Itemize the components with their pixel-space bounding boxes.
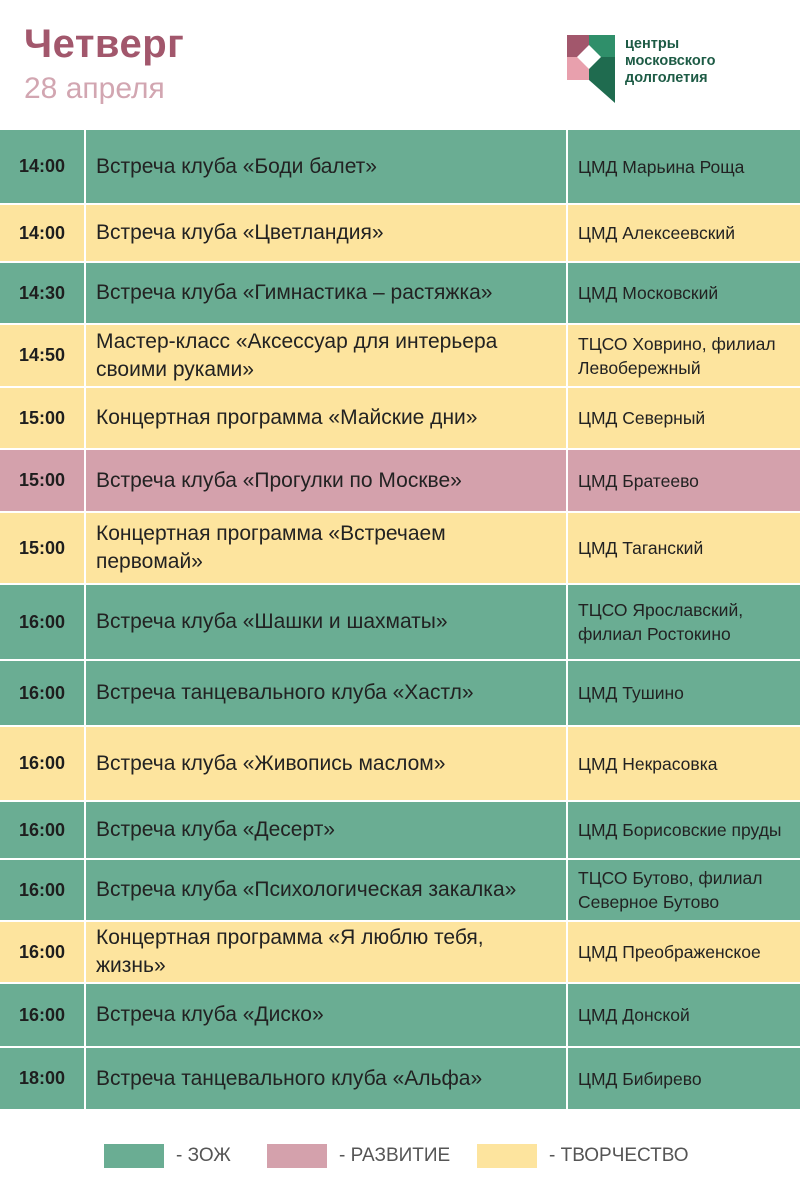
event-cell: Встреча клуба «Боди балет»: [86, 130, 568, 203]
table-row: [0, 1048, 800, 1111]
legend-label: - ТВОРЧЕСТВО: [549, 1145, 689, 1166]
time-cell: 16:00: [0, 585, 86, 659]
place-cell: ЦМД Тушино: [578, 683, 684, 703]
table-row: [0, 325, 800, 388]
event-cell: Мастер-класс «Аксессуар для интерьера своими руками»: [86, 325, 568, 386]
logo-text: [625, 36, 715, 87]
schedule-table: [0, 130, 800, 1111]
table-row: [0, 727, 800, 802]
logo-line-1: центры: [625, 36, 680, 52]
time-cell: 15:00: [0, 513, 86, 583]
place-cell: ЦМД Северный: [578, 408, 706, 428]
event-cell: Концертная программа «Я люблю тебя, жизнь»: [86, 922, 568, 982]
time-cell: 15:00: [0, 450, 86, 511]
legend-label: - РАЗВИТИЕ: [339, 1145, 451, 1166]
logo-line-3: долголетия: [625, 70, 708, 86]
legend-swatch: [267, 1144, 327, 1168]
time-cell: 14:00: [0, 130, 86, 203]
event-cell: Концертная программа «Майские дни»: [86, 388, 568, 448]
legend-item-razvitie: [267, 1143, 450, 1169]
place-cell: ЦМД Некрасовка: [578, 753, 718, 774]
legend-swatch: [477, 1144, 537, 1168]
time-cell: 14:30: [0, 263, 86, 323]
event-cell: Встреча клуба «Цветландия»: [86, 205, 568, 261]
table-row: [0, 984, 800, 1048]
time-cell: 15:00: [0, 388, 86, 448]
place-cell: ЦМД Донской: [578, 1005, 690, 1025]
table-row: [0, 585, 800, 661]
place-cell: ЦМД Преображенское: [578, 942, 761, 962]
table-row: [0, 860, 800, 922]
event-cell: Встреча клуба «Живопись маслом»: [86, 727, 568, 800]
logo-mark-icon: [567, 35, 615, 103]
event-cell: Встреча танцевального клуба «Хастл»: [86, 661, 568, 725]
time-cell: 16:00: [0, 802, 86, 858]
logo-line-2: московского: [625, 53, 716, 69]
date-subtitle: 28 апреля: [24, 72, 165, 105]
legend-item-tvorchestvo: [477, 1143, 689, 1169]
table-row: [0, 130, 800, 205]
event-cell: Встреча клуба «Шашки и шахматы»: [86, 585, 568, 659]
day-title: Четверг: [24, 22, 185, 66]
time-cell: 16:00: [0, 727, 86, 800]
place-cell: ЦМД Братеево: [578, 470, 699, 491]
time-cell: 16:00: [0, 922, 86, 982]
event-cell: Встреча клуба «Диско»: [86, 984, 568, 1046]
place-cell: ЦМД Московский: [578, 283, 719, 303]
event-cell: Встреча клуба «Гимнастика – растяжка»: [86, 263, 568, 323]
legend-item-zoj: [104, 1143, 231, 1169]
time-cell: 16:00: [0, 984, 86, 1046]
table-row: [0, 922, 800, 984]
time-cell: 16:00: [0, 860, 86, 920]
legend-label: - ЗОЖ: [176, 1145, 231, 1166]
legend-swatch: [104, 1144, 164, 1168]
place-cell: ЦМД Алексеевский: [578, 223, 735, 243]
event-cell: Встреча клуба «Десерт»: [86, 802, 568, 858]
event-cell: Встреча танцевального клуба «Альфа»: [86, 1048, 568, 1109]
place-cell: ТЦСО Бутово, филиал Северное Бутово: [578, 868, 763, 912]
table-row: [0, 802, 800, 860]
place-cell: ЦМД Таганский: [578, 538, 704, 558]
table-row: [0, 388, 800, 450]
table-row: [0, 263, 800, 325]
place-cell: ТЦСО Ярославский, филиал Ростокино: [578, 600, 744, 644]
place-cell: ЦМД Марьина Роща: [578, 156, 745, 177]
event-cell: Концертная программа «Встречаем первомай»: [86, 513, 568, 583]
place-cell: ЦМД Борисовские пруды: [578, 820, 782, 840]
logo: [567, 35, 797, 105]
time-cell: 18:00: [0, 1048, 86, 1109]
table-row: [0, 513, 800, 585]
time-cell: 14:00: [0, 205, 86, 261]
time-cell: 16:00: [0, 661, 86, 725]
table-row: [0, 661, 800, 727]
event-cell: Встреча клуба «Прогулки по Москве»: [86, 450, 568, 511]
table-row: [0, 450, 800, 513]
time-cell: 14:50: [0, 325, 86, 386]
event-cell: Встреча клуба «Психологическая закалка»: [86, 860, 568, 920]
table-row: [0, 205, 800, 263]
place-cell: ТЦСО Ховрино, филиал Левобережный: [578, 333, 776, 378]
legend: [0, 1140, 800, 1172]
place-cell: ЦМД Бибирево: [578, 1068, 702, 1089]
header: [0, 0, 800, 130]
